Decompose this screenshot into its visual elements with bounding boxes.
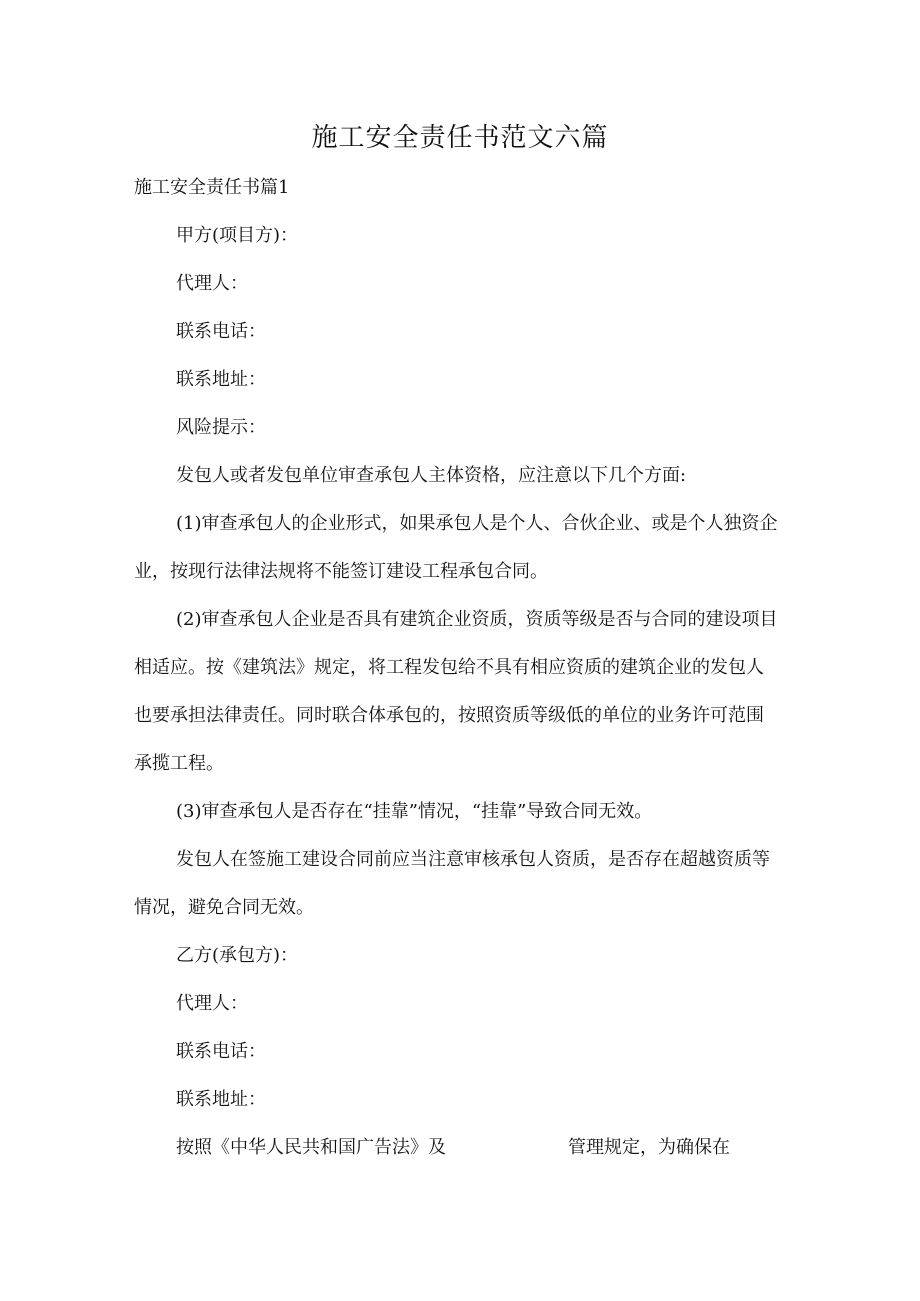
final-part2: 管理规定，为确保在 [568, 1137, 730, 1158]
final-paragraph [176, 1134, 730, 1162]
item2-line3: 也要承担法律责任。同时联合体承包的，按照资质等级低的单位的业务许可范围 [134, 705, 764, 726]
phone-a-label: 联系电话： [176, 321, 266, 342]
agent-a-label: 代理人： [176, 273, 248, 294]
item2-line1: (2)审查承包人企业是否具有建筑企业资质，资质等级是否与合同的建设项目 [176, 609, 778, 630]
note-line1: 发包人在签施工建设合同前应当注意审核承包人资质，是否存在超越资质等 [176, 849, 770, 870]
phone-b-label: 联系电话： [176, 1041, 266, 1062]
item1-line2: 业，按现行法律法规将不能签订建设工程承包合同。 [134, 561, 548, 582]
note-line2: 情况，避免合同无效。 [134, 897, 314, 918]
agent-b-label: 代理人： [176, 993, 248, 1014]
address-a-label: 联系地址： [176, 369, 266, 390]
party-b-label: 乙方(承包方)： [176, 945, 299, 966]
risk-label: 风险提示： [176, 417, 266, 438]
item1-line1: (1)审查承包人的企业形式，如果承包人是个人、合伙企业、或是个人独资企 [176, 513, 778, 534]
item2-line4: 承揽工程。 [134, 753, 224, 774]
party-a-label: 甲方(项目方)： [176, 225, 299, 246]
item2-line2: 相适应。按《建筑法》规定，将工程发包给不具有相应资质的建筑企业的发包人 [134, 657, 764, 678]
document-title: 施工安全责任书范文六篇 [311, 123, 609, 153]
section-heading: 施工安全责任书篇1 [134, 177, 290, 198]
address-b-label: 联系地址： [176, 1089, 266, 1110]
intro-paragraph: 发包人或者发包单位审查承包人主体资格，应注意以下几个方面: [176, 465, 687, 486]
item3-line: (3)审查承包人是否存在“挂靠”情况，“挂靠”导致合同无效。 [176, 801, 653, 822]
final-part1: 按照《中华人民共和国广告法》及 [176, 1137, 446, 1158]
